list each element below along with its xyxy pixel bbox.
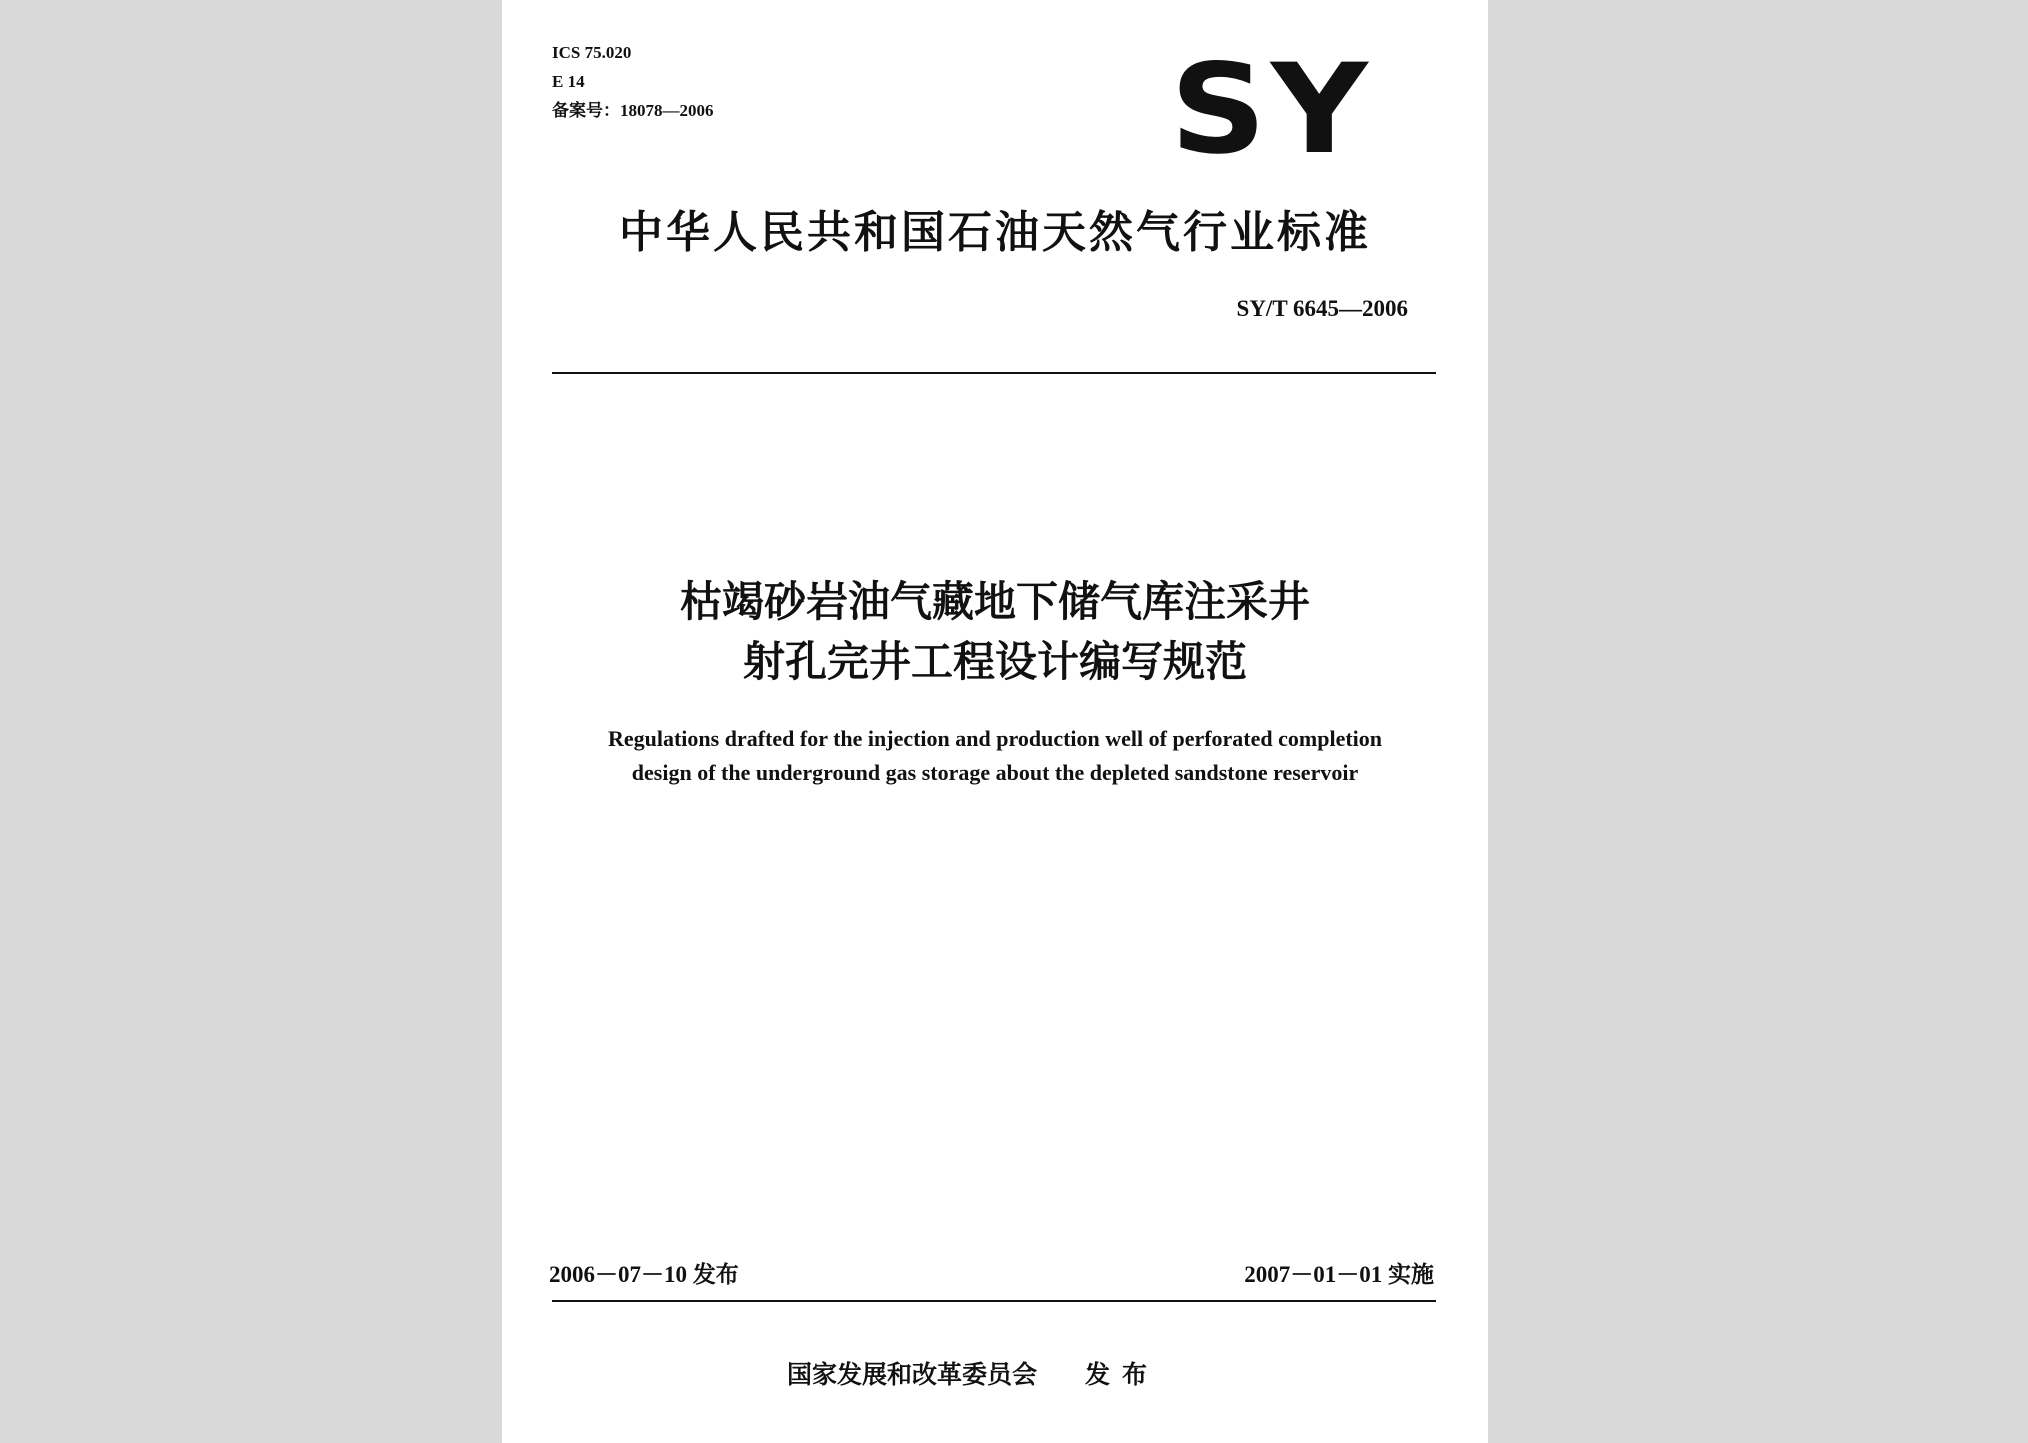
issue-date: 2006－07－10 发布 <box>549 1262 739 1287</box>
category-code: E 14 <box>552 72 585 91</box>
effective-date: 2007－01－01 实施 <box>1244 1262 1434 1287</box>
english-title <box>502 722 1488 790</box>
english-title-line-1: Regulations drafted for the injection and production well of perforated completion <box>607 726 1383 751</box>
ics-code: ICS 75.020 <box>552 43 632 62</box>
top-divider <box>552 372 1436 374</box>
document-page <box>502 0 1488 1443</box>
chinese-title-line-2: 射孔完井工程设计编写规范 <box>742 637 1247 686</box>
standard-number: SY/T 6645—2006 <box>1236 296 1408 321</box>
chinese-title-line-1: 枯竭砂岩油气藏地下储气库注采井 <box>679 577 1310 626</box>
chinese-title <box>502 572 1488 692</box>
english-title-line-2: design of the underground gas storage about the depleted sandstone reservoir <box>631 760 1359 785</box>
issuer-line <box>787 1355 1159 1391</box>
filing-number: 备案号：18078—2006 <box>552 101 714 120</box>
issuer-name: 国家发展和改革委员会 <box>787 1360 1038 1389</box>
classification-block <box>552 38 714 125</box>
sy-logo: SY <box>1170 38 1373 182</box>
bottom-divider <box>552 1300 1436 1302</box>
standard-series-title: 中华人民共和国石油天然气行业标准 <box>619 207 1371 258</box>
issue-word: 发布 <box>1085 1360 1160 1389</box>
